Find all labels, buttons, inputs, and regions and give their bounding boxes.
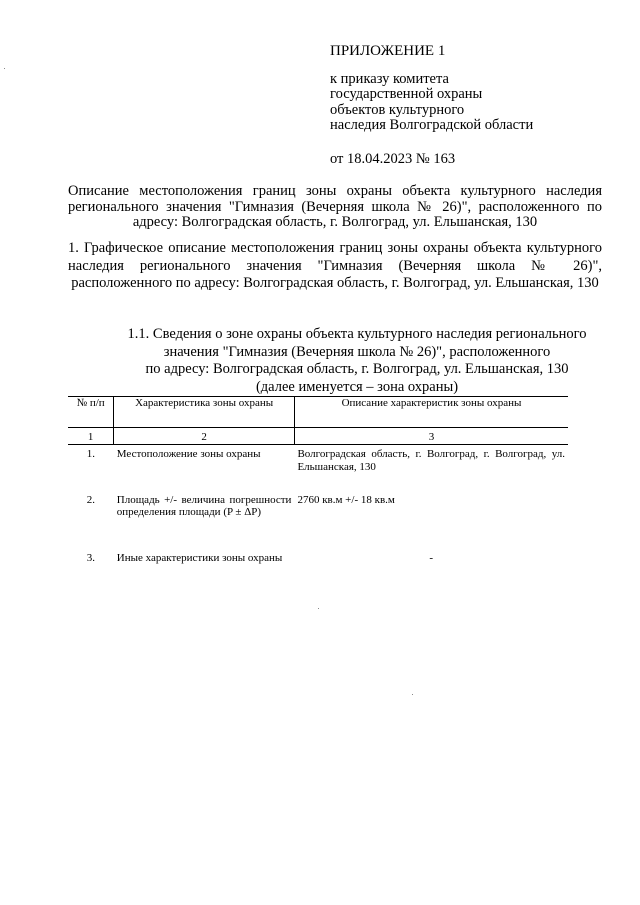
- row-characteristic: Местоположение зоны охраны: [116, 448, 261, 460]
- col-number: 1: [68, 428, 114, 445]
- section-1-1-heading: [112, 326, 602, 396]
- area-formula: (P ± ΔP): [223, 506, 262, 518]
- section-1-1-line: (далее именуется – зона охраны): [255, 378, 459, 395]
- appendix-title: ПРИЛОЖЕНИЕ 1: [330, 43, 446, 59]
- row-characteristic: [114, 491, 295, 549]
- section-1-1-line: 1.1. Сведения о зоне охраны объекта культурного наследия регионального: [127, 326, 587, 342]
- scan-speck: [318, 608, 319, 609]
- row-description: 2760 кв.м +/- 18 кв.м: [297, 493, 395, 506]
- table-row: [68, 549, 568, 589]
- appendix-line: государственной охраны: [330, 86, 483, 102]
- row-description: -: [429, 551, 434, 564]
- section-1-1-line: по адресу: Волгоградская область, г. Волгоград, ул. Ельшанская, 130: [145, 361, 569, 377]
- table-row: [68, 491, 568, 549]
- col-number: 3: [294, 428, 568, 445]
- row-num: 3.: [86, 551, 96, 564]
- order-date: от 18.04.2023 № 163: [330, 150, 456, 167]
- row-characteristic: Иные характеристики зоны охраны: [116, 551, 283, 564]
- row-num: 2.: [86, 493, 96, 506]
- appendix-line: наследия Волгоградской области: [330, 117, 534, 133]
- header-characteristic: Характеристика зоны охраны: [114, 397, 295, 428]
- column-number-row: [68, 428, 568, 445]
- row-characteristic-text: Площадь +/- величина погрешности определения площади: [116, 493, 292, 518]
- appendix-line: к приказу комитета: [330, 70, 449, 87]
- table-row: [68, 445, 568, 491]
- document-title: Описание местоположения границ зоны охраны объекта культурного наследия регионального значения "Гимназия (Вечерняя школа № 26)", расположенного по адресу: Волгоградская область, г. Волгоград, ул. Ельшанская, 130: [68, 183, 602, 230]
- section-1-heading: 1. Графическое описание местоположения границ зоны охраны объекта культурного наследия регионального значения "Гимназия (Вечерняя школа № 26)", расположенного по адресу: Волгоградская область, г. Волгоград, ул. Ельшанская, 130: [68, 240, 602, 291]
- section-1-1-line: значения "Гимназия (Вечерняя школа № 26)", расположенного: [163, 343, 551, 360]
- row-num: 1.: [86, 448, 96, 460]
- scan-speck: [412, 694, 413, 695]
- table-header-row: [68, 397, 568, 428]
- scan-speck: [4, 68, 5, 69]
- appendix-block: [330, 44, 620, 167]
- zone-table: [68, 396, 568, 589]
- col-number: 2: [114, 428, 295, 445]
- appendix-line: объектов культурного: [330, 101, 465, 118]
- header-description: Описание характеристик зоны охраны: [294, 397, 568, 428]
- header-num: № п/п: [68, 397, 114, 428]
- row-description: Волгоградская область, г. Волгоград, г. Волгоград, ул. Ельшанская, 130: [297, 448, 565, 473]
